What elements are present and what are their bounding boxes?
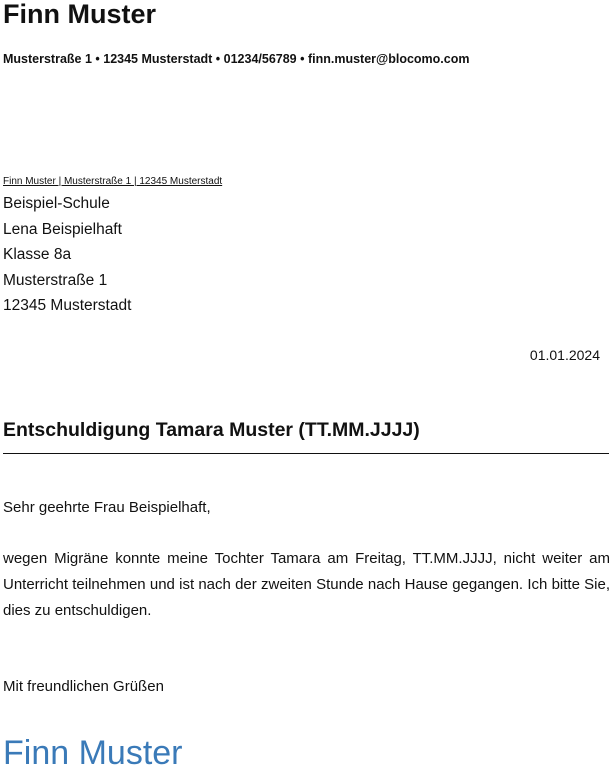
recipient-line-name: Lena Beispielhaft: [3, 220, 122, 238]
recipient-line-class: Klasse 8a: [3, 246, 72, 263]
subject-divider: [3, 453, 609, 454]
sender-contact-line: Musterstraße 1 • 12345 Musterstadt • 01234/56789 • finn.muster@blocomo.com: [3, 52, 470, 66]
letter-body: wegen Migräne konnte meine Tochter Tamara am Freitag, TT.MM.JJJJ, nicht weiter am Unterricht teilnehmen und ist nach der zweiten Stunde nach Hause gegangen. Ich bitte Sie, dies zu entschuldigen.: [3, 550, 610, 619]
recipient-line-street: Musterstraße 1: [3, 271, 108, 289]
recipient-address: [3, 191, 131, 319]
recipient-line-school: Beispiel-Schule: [3, 195, 110, 212]
letter-salutation: Sehr geehrte Frau Beispielhaft,: [3, 499, 211, 516]
signature: Finn Muster: [3, 734, 183, 772]
sender-name: Finn Muster: [3, 0, 156, 29]
letter-closing: Mit freundlichen Grüßen: [3, 678, 164, 695]
return-address-line: Finn Muster | Musterstraße 1 | 12345 Musterstadt: [3, 176, 223, 187]
recipient-line-city: 12345 Musterstadt: [3, 297, 132, 314]
letter-subject: Entschuldigung Tamara Muster (TT.MM.JJJJ): [3, 419, 420, 441]
letter-date: 01.01.2024: [529, 347, 600, 363]
